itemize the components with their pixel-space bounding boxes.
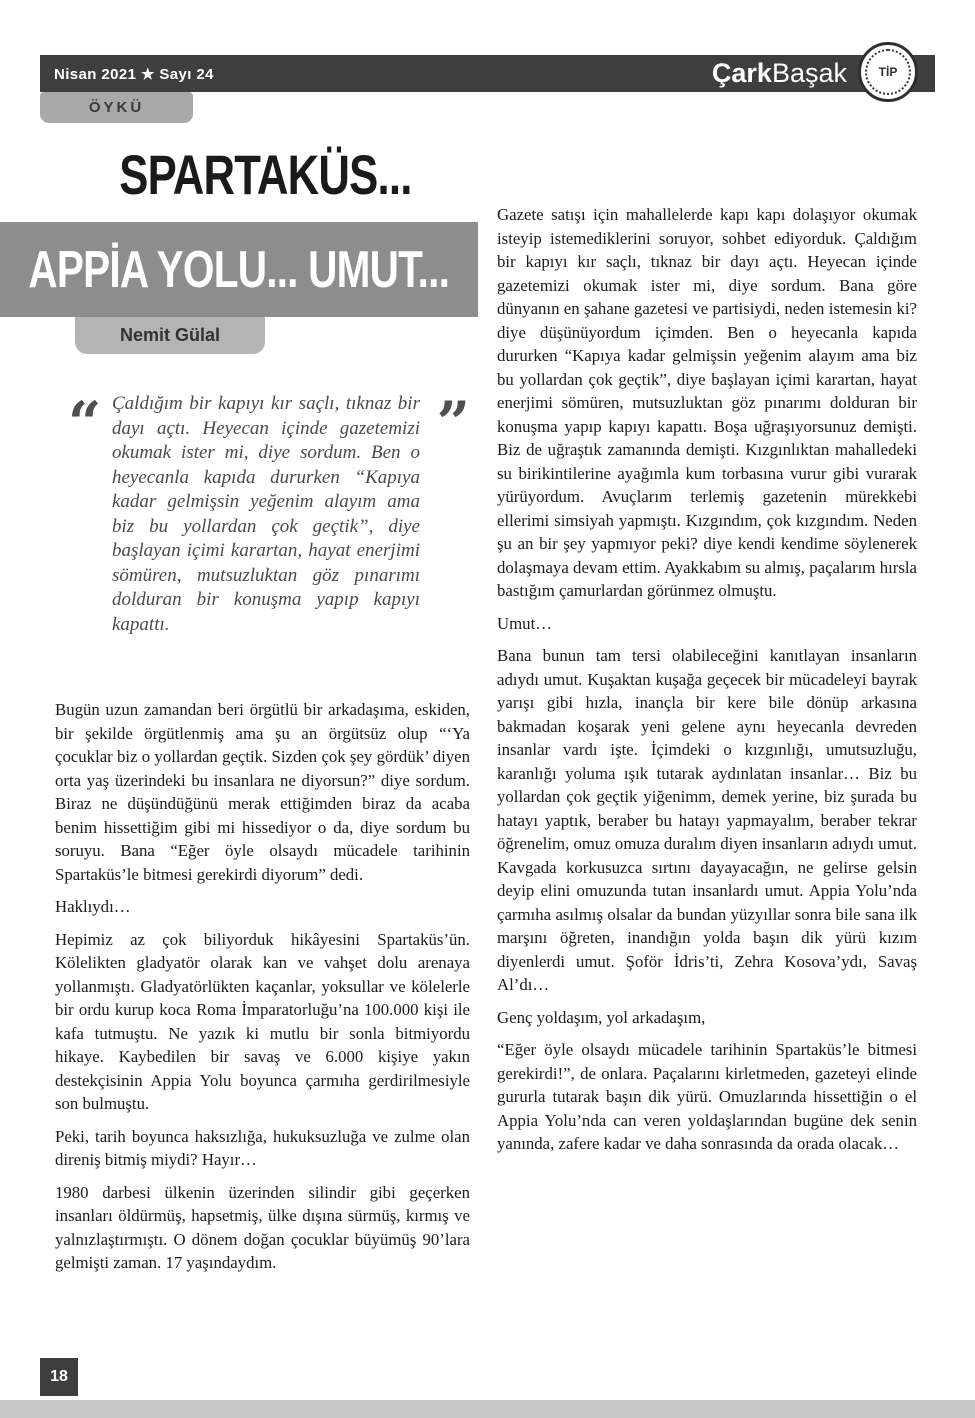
left-column: [55, 698, 470, 1284]
article-title-line1-text: SPARTAKÜS...: [118, 143, 412, 206]
close-quote-icon: ”: [436, 389, 470, 457]
paragraph: Haklıydı…: [55, 897, 131, 916]
pull-quote: [68, 389, 472, 637]
issue-label: Nisan 2021 ★ Sayı 24: [54, 65, 214, 83]
paragraph: 1980 darbesi ülkenin üzerinden silindir gibi geçerken insanları öldürmüş, hapsetmiş, ülke dışına sürmüş, kırmış ve yalnızlaştırmıştı. O dönem doğan çocuklar büyümüş 90’lara gelmişti zaman. 17 yaşındaydım.: [55, 1182, 470, 1272]
article-title-line2-text: APPİA YOLU... UMUT...: [28, 240, 450, 299]
tip-party-logo-icon: [858, 42, 918, 102]
paragraph: Bana bunun tam tersi olabileceğini kanıtlayan insanların adıydı umut. Kuşaktan kuşağa geçecek bir mücadeleyi bayrak yarışı gibi hızla, inançla bir kere bile dönüp arkasına bakmadan koşarak yeni gelene aynı heyecanla devreden insanlar vardı işte. İçimdeki o kızgınlığı, umutsuzluğu, karanlığı yoluma ışık tutarak aydınlatan insanlar… Biz bu yollardan çok geçtik yiğenimm, demek yerine, biz şurada bu hatayı yaptık, beraber bu hatayı yapmayalım, beraber tekrar öğrenelim, omuz omuza duralım diyen insanların adıydı umut. Kavgada korkusuzca sırtını dayayacağın, ne gelirse gelsin deyip elini omuzunda tutan insanlardı umut. Appia Yolu’nda çarmıha asılmış olsalar da bundan yüzyıllar sonra bile sana ilk marşını öğreten, inandığın yolda başın dik yürü kızım diyenlerdi umut. Şoför İdris’ti, Zehra Kosova’ydı, Savaş Al’dı…: [497, 646, 917, 994]
article-title-bar: [0, 222, 478, 317]
article-title-line1: [55, 142, 475, 207]
right-column: [497, 203, 917, 1165]
author-name: Nemit Gülal: [119, 325, 221, 345]
paragraph: Bugün uzun zamandan beri örgütlü bir arkadaşıma, eskiden, bir şekilde örgütlenmiş ama şu an örgütsüz olup “‘Ya çocuklar biz o yollardan geçtik. Sizden çok şey gördük’ diyen orta yaş üzerindeki bu insanlara ne diyorsun?” diye sordum. Biraz ne düşündüğünü merak ettiğimden biraz da acaba benim hissettiğim gibi mi hissediyor o da, diye sordum bu soruyu. Bana “Eğer öyle olsaydı mücadele tarihinin Spartaküs’le bitmesi gerekirdi diyorum” dedi.: [55, 700, 470, 884]
brand-logo: [712, 58, 847, 89]
brand-light: Başak: [771, 58, 847, 88]
author-tag: [75, 317, 265, 354]
pull-quote-text: Çaldığım bir kapıyı kır saçlı, tıknaz bir dayı açtı. Heyecan içinde gazetemizi okumak ister mi, diye sordum. Ben o heyecanla kapıda dururken “Kapıya kadar gelmişsin yeğenim alayım ama biz bu yollardan çok geçtik”, diye başlayan içimi karartan, hayat enerjimi sömüren, mutsuzluktan göz pınarımı dolduran bir konuşma yapıp kapıyı kapattı.: [112, 393, 420, 635]
open-quote-icon: “: [68, 389, 102, 457]
category-tag: [40, 92, 193, 123]
paragraph: Genç yoldaşım, yol arkadaşım,: [497, 1007, 706, 1027]
paragraph: Hepimiz az çok biliyorduk hikâyesini Spartaküs’ün. Kölelikten gladyatör olarak kan ve vahşet dolu arenaya yollanmıştı. Gladyatörlükten kaçanlar, yoksullar ve kölelerle bir ordu kurup koca Roma İmparatorluğu’na 100.000 kişi ile kafa tutmuştu. Ne yazık ki mutlu bir sonla bitmiyordu hikaye. Kaybedilen bir savaş ve 6.000 kişiye yakın destekçisinin Appia Yolu boyunca çarmıha gerdirilmesiyle son bulmuştu.: [55, 929, 470, 1113]
header-bar: [40, 55, 935, 92]
brand-bold: Çark: [711, 58, 772, 88]
paragraph: Peki, tarih boyunca haksızlığa, hukuksuzluğa ve zulme olan direniş bitmiş miydi? Hayır…: [55, 1126, 470, 1169]
tip-logo-text: TİP: [865, 49, 911, 95]
paragraph: “Eğer öyle olsaydı mücadele tarihinin Spartaküs’le bitmesi gerekirdi!”, de onlara. Paçalarını kirletmeden, gazeteyi elinde gururla tutarak başın dik yürü. Omuzlarında hissettiğin o el Appia Yolu’nda can veren yoldaşlarından bugüne dek senin yanında, zafere kadar ve daha sonrasında da orada olacak…: [497, 1040, 917, 1153]
footer-strip: [0, 1400, 975, 1418]
paragraph: Gazete satışı için mahallelerde kapı kapı dolaşıyor okumak isteyip istemediklerini soruyor, sohbet ediyorduk. Çaldığım bir kapıyı kır saçlı, tıknaz bir dayı açtı. Heyecan içinde gazetemizi okumak ister mi, diye sordum. Bana göre dünyanın en şahane gazetesi ve partisiydi, neden istemesin ki? diye düşünüyordum içimden. Ben o heyecanla kapıda dururken “Kapıya kadar gelmişsin yeğenim alayım ama biz bu yollardan çok geçtik”, diye başlayan içimi karartan, hayat enerjimi sömüren, mutsuzluktan göz pınarımı dolduran bir konuşma yapıp kapıyı kapattı. Boşa uğraşıyorsunuz demişti. Biz de uğraştık zamanında demişti. Kızgınlıktan mahalledeki su birikintilerine ayağımla kum torbasına vurur gibi vurarak yürüyordum. Avuçlarım terlemiş gazetenin mürekkebi ellerimi simsiyah yapmıştı. Kızgındım, çok kızgındım. Neden şu an bir şey yapmıyor peki? diye kendi kendime söylenerek dolaşmaya devam ettim. Ayakkabım su almış, paçalarım hırsla bastığım çamurlardan görünmez olmuştu.: [497, 205, 917, 600]
category-tag-label: ÖYKÜ: [88, 99, 145, 116]
paragraph: Umut…: [497, 613, 553, 633]
page-number: 18: [40, 1358, 78, 1396]
